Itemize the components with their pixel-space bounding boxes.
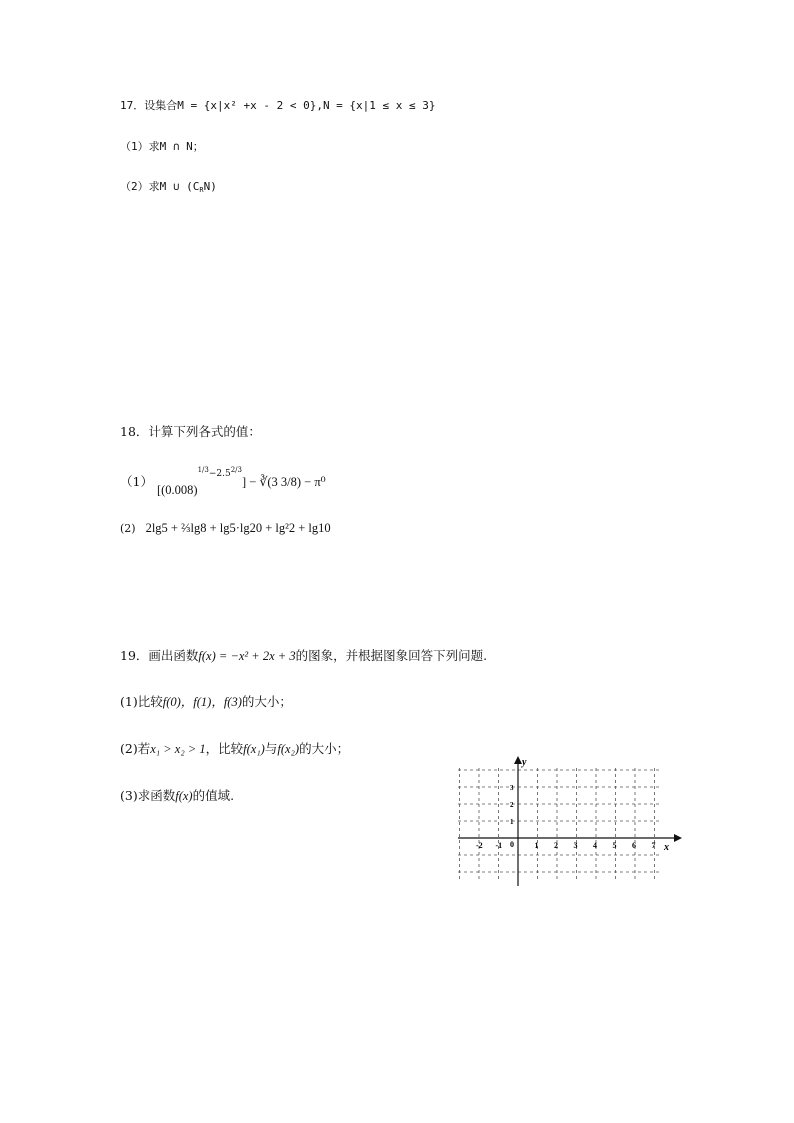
q19-part1-vals: f(0)，f(1)，f(3) [162,695,242,709]
q19-title-pre: 19．画出函数 [120,648,199,663]
q19-part2-cond: x₁ > x₂ > 1 [150,742,206,756]
coordinate-grid [452,752,682,892]
q18-part1-expr: [(0.008) [156,483,198,497]
q17-part2-sub: R [199,186,204,194]
q19-part2-a: f(x₁) [243,742,265,756]
x-tick-label: 6 [632,841,636,850]
y-axis-label: y [522,757,527,768]
q18-title: 18．计算下列各式的值： [120,424,261,439]
x-tick-label: 7 [651,841,656,850]
q19-title-fn: f(x) = −x² + 2x + 3 [198,649,296,663]
q19-part1-pre: (1)比较 [120,694,163,709]
q17-part2-end: N) [203,180,217,193]
grid-lines [458,768,662,882]
y-tick-labels [510,784,514,826]
q19-part2-and: 与 [264,741,278,756]
q17-title: 17．设集合M = {x|x² +x - 2 < 0},N = {x|1 ≤ x ≤ 3} [120,99,436,112]
q18-part2-label: (2) [120,522,136,535]
q18-part2 [120,520,331,536]
q19-part1 [120,694,292,710]
q19-part1-post: 的大小； [241,694,292,709]
x-tick-label: 5 [612,841,617,850]
q19-part3-pre: (3)求函数 [120,788,176,803]
x-tick-label: 2 [554,841,558,850]
q17-part2-text: （2）求M ∪ (C [120,180,200,193]
y-tick-label: 2 [510,801,514,809]
q19-part2-pre: (2)若 [120,741,151,756]
x-tick-labels [476,841,656,850]
q18-part1-tail: ] − ∛(3 3/8) − π⁰ [241,475,326,489]
x-axis-arrow [674,834,682,842]
y-axis-arrow [514,756,522,764]
q18-part1 [120,466,326,497]
q18-part1-exp1: 1/3 [197,466,209,474]
q19-part2-b: f(x₂) [277,742,300,756]
x-tick-label: 3 [573,841,578,850]
q18-part1-exp3: 2/3 [230,466,242,474]
axes [458,756,682,886]
q19-part3-fn: f(x) [175,789,193,803]
x-tick-label: -1 [495,841,503,850]
x-axis-label: x [664,842,669,853]
x-tick-label: 4 [593,841,597,850]
q18-part1-exp2: −2.5 [208,469,231,479]
origin-label: 0 [510,840,514,849]
q19-title [120,648,487,664]
q19-title-post: 的图象，并根据图象回答下列问题. [295,648,488,663]
q19-part2 [120,741,349,757]
y-tick-label: 1 [510,818,514,826]
q19-part2-mid: ，比较 [205,741,244,756]
x-tick-label: 1 [534,841,539,850]
y-tick-label: 3 [510,784,514,792]
q18-part2-expr: 2lg5 + ⅔lg8 + lg5·lg20 + lg²2 + lg10 [145,521,331,535]
q18-part1-label: （1） [120,474,153,489]
q19-part2-post: 的大小； [299,741,350,756]
q19-part3-post: 的值域. [192,788,235,803]
q19-part3 [120,788,234,804]
q17-part2 [120,180,217,194]
q17-part1: （1）求M ∩ N； [120,140,204,153]
x-tick-label: -2 [476,841,483,850]
